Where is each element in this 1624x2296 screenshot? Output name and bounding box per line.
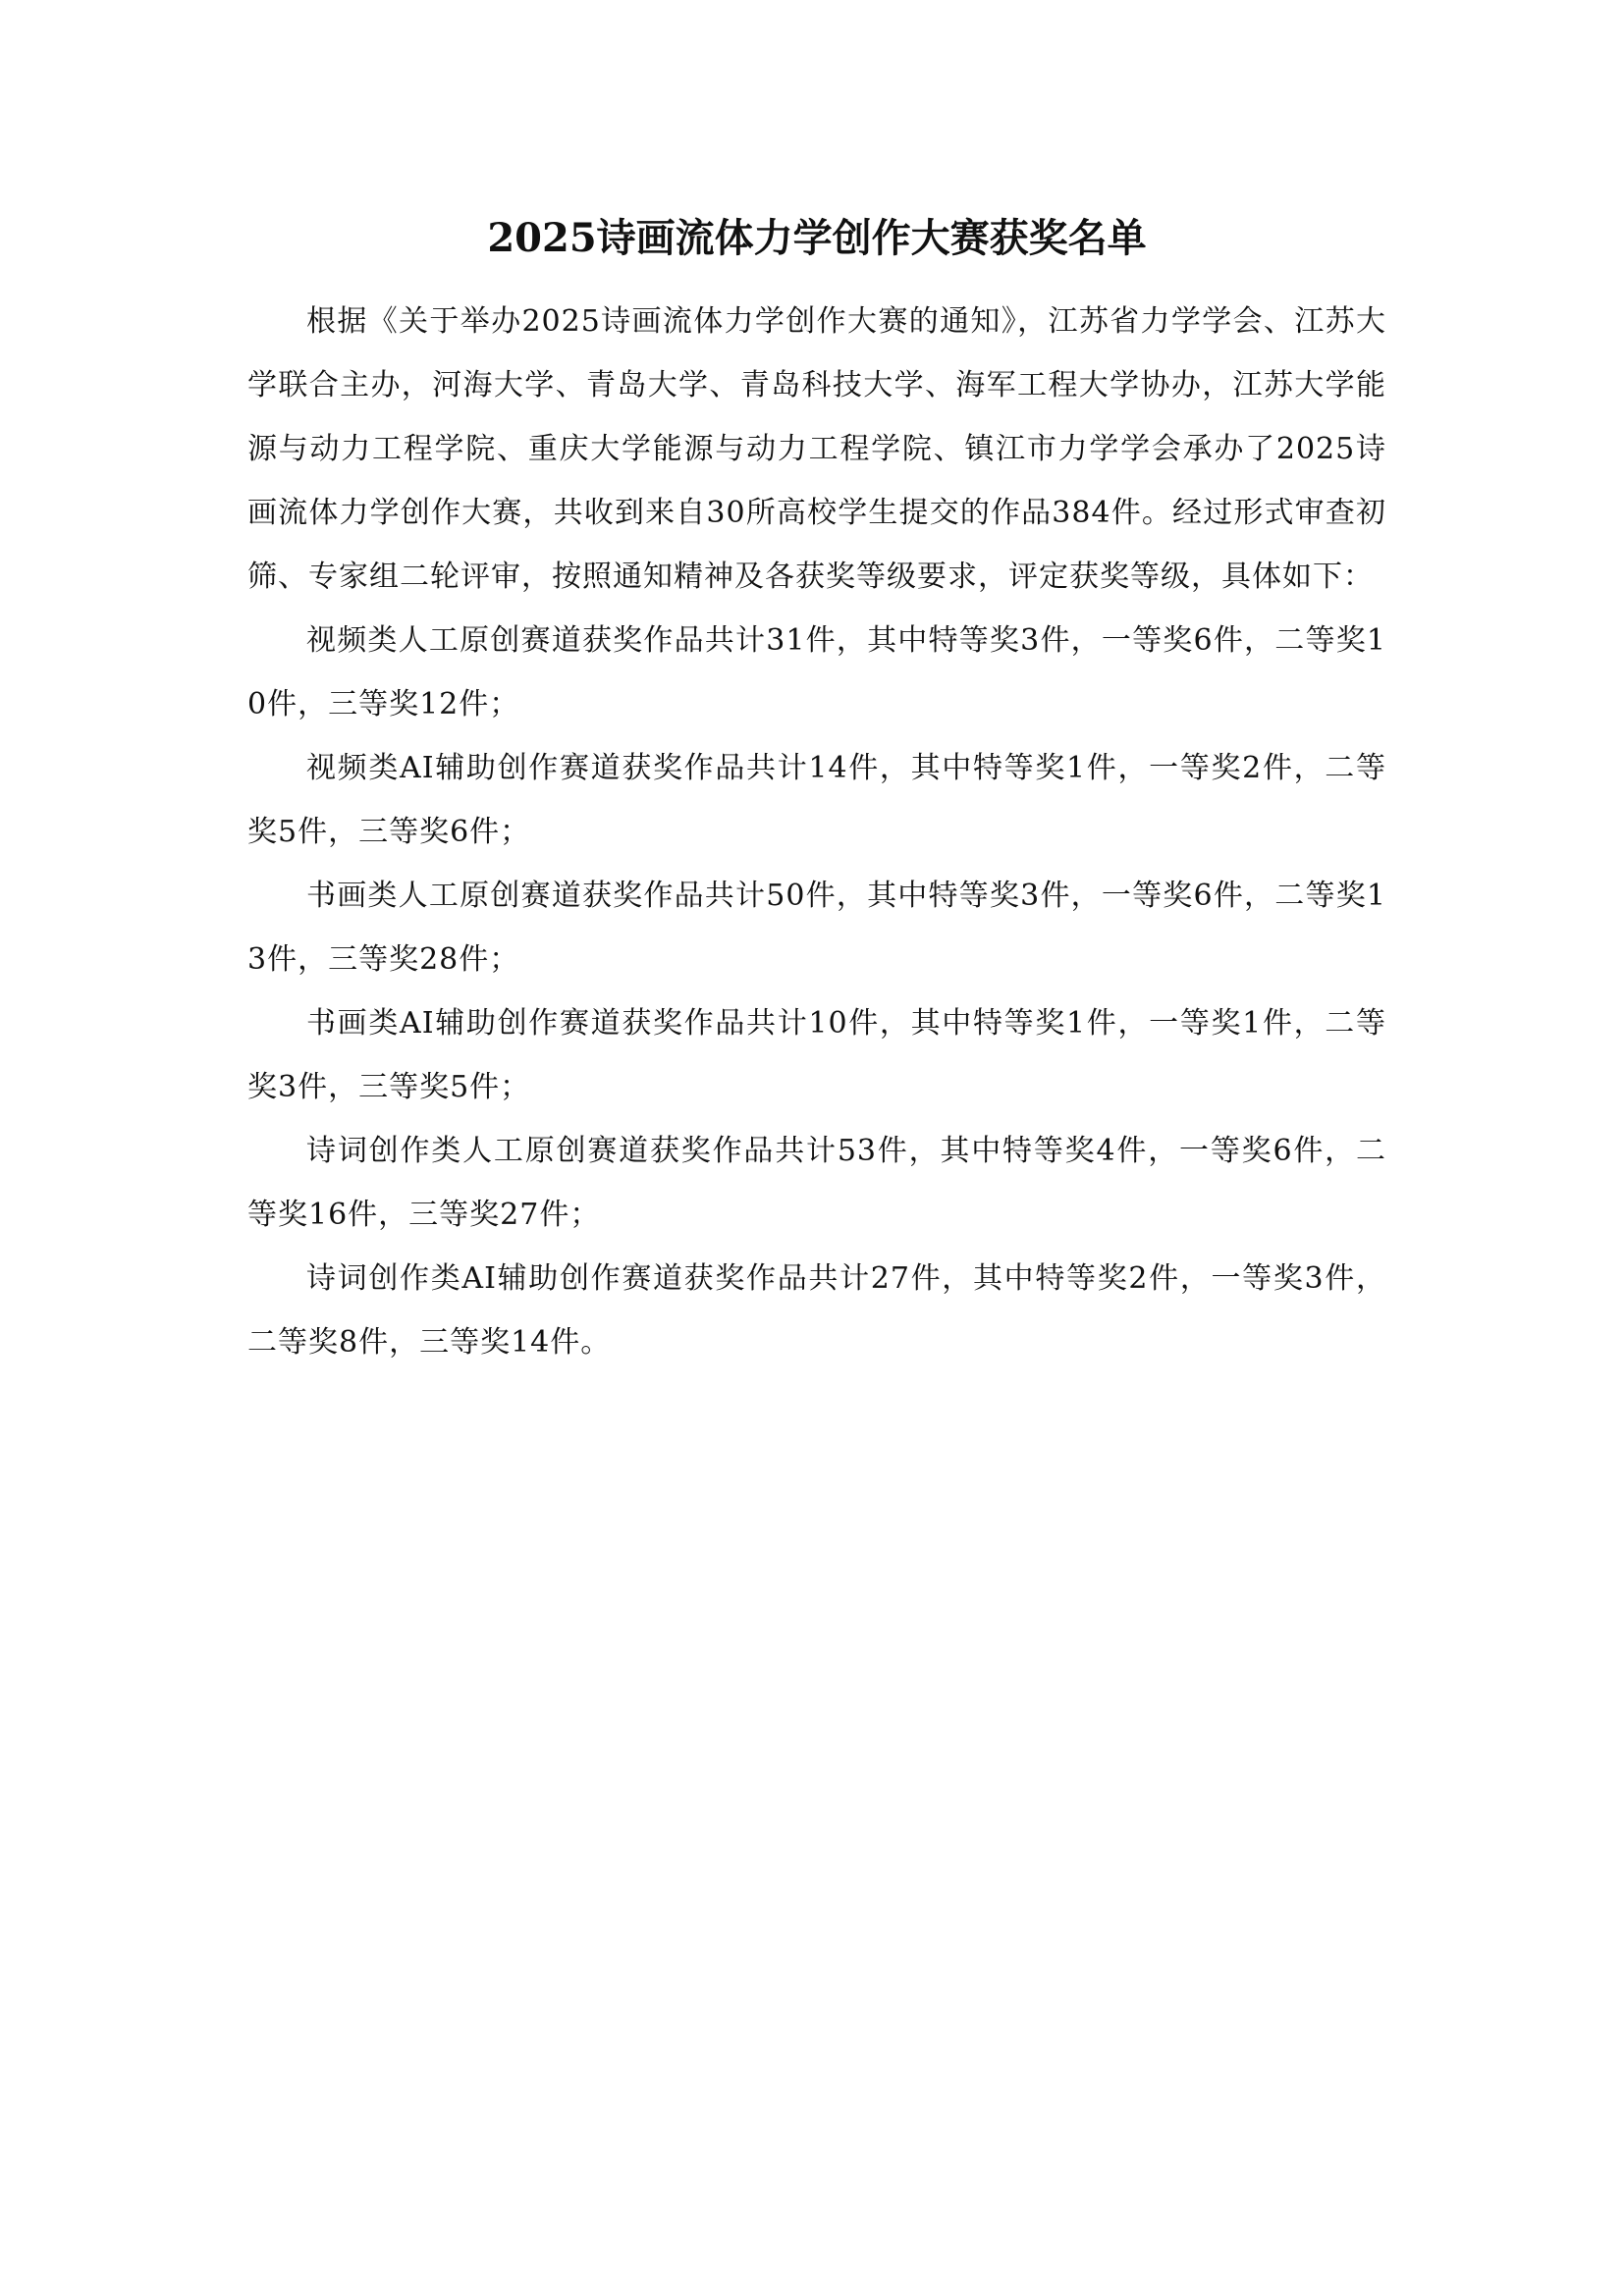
poetry-ai-paragraph: 诗词创作类AI辅助创作赛道获奖作品共计27件，其中特等奖2件，一等奖3件，二等奖8件，三等奖14件。	[247, 1261, 1386, 1360]
intro-paragraph: 根据《关于举办2025诗画流体力学创作大赛的通知》，江苏省力学学会、江苏大学联合主办，河海大学、青岛大学、青岛科技大学、海军工程大学协办，江苏大学能源与动力工程学院、重庆大学能源与动力工程学院、镇江市力学学会承办了2025诗画流体力学创作大赛，共收到来自30所高校学生提交的作品384件。经过形式审查初筛、专家组二轮评审，按照通知精神及各获奖等级要求，评定获奖等级，具体如下：	[247, 304, 1386, 594]
document-body	[247, 211, 1386, 1374]
video-human-paragraph: 视频类人工原创赛道获奖作品共计31件，其中特等奖3件，一等奖6件，二等奖10件，三等奖12件；	[247, 623, 1386, 721]
video-ai-paragraph: 视频类AI辅助创作赛道获奖作品共计14件，其中特等奖1件，一等奖2件，二等奖5件，三等奖6件；	[247, 751, 1386, 849]
painting-human-paragraph: 书画类人工原创赛道获奖作品共计50件，其中特等奖3件，一等奖6件，二等奖13件，三等奖28件；	[247, 879, 1386, 977]
poetry-human-paragraph: 诗词创作类人工原创赛道获奖作品共计53件，其中特等奖4件，一等奖6件，二等奖16件，三等奖27件；	[247, 1134, 1386, 1232]
document-title: 2025诗画流体力学创作大赛获奖名单	[487, 215, 1147, 261]
painting-ai-paragraph: 书画类AI辅助创作赛道获奖作品共计10件，其中特等奖1件，一等奖1件，二等奖3件，三等奖5件；	[247, 1006, 1386, 1104]
